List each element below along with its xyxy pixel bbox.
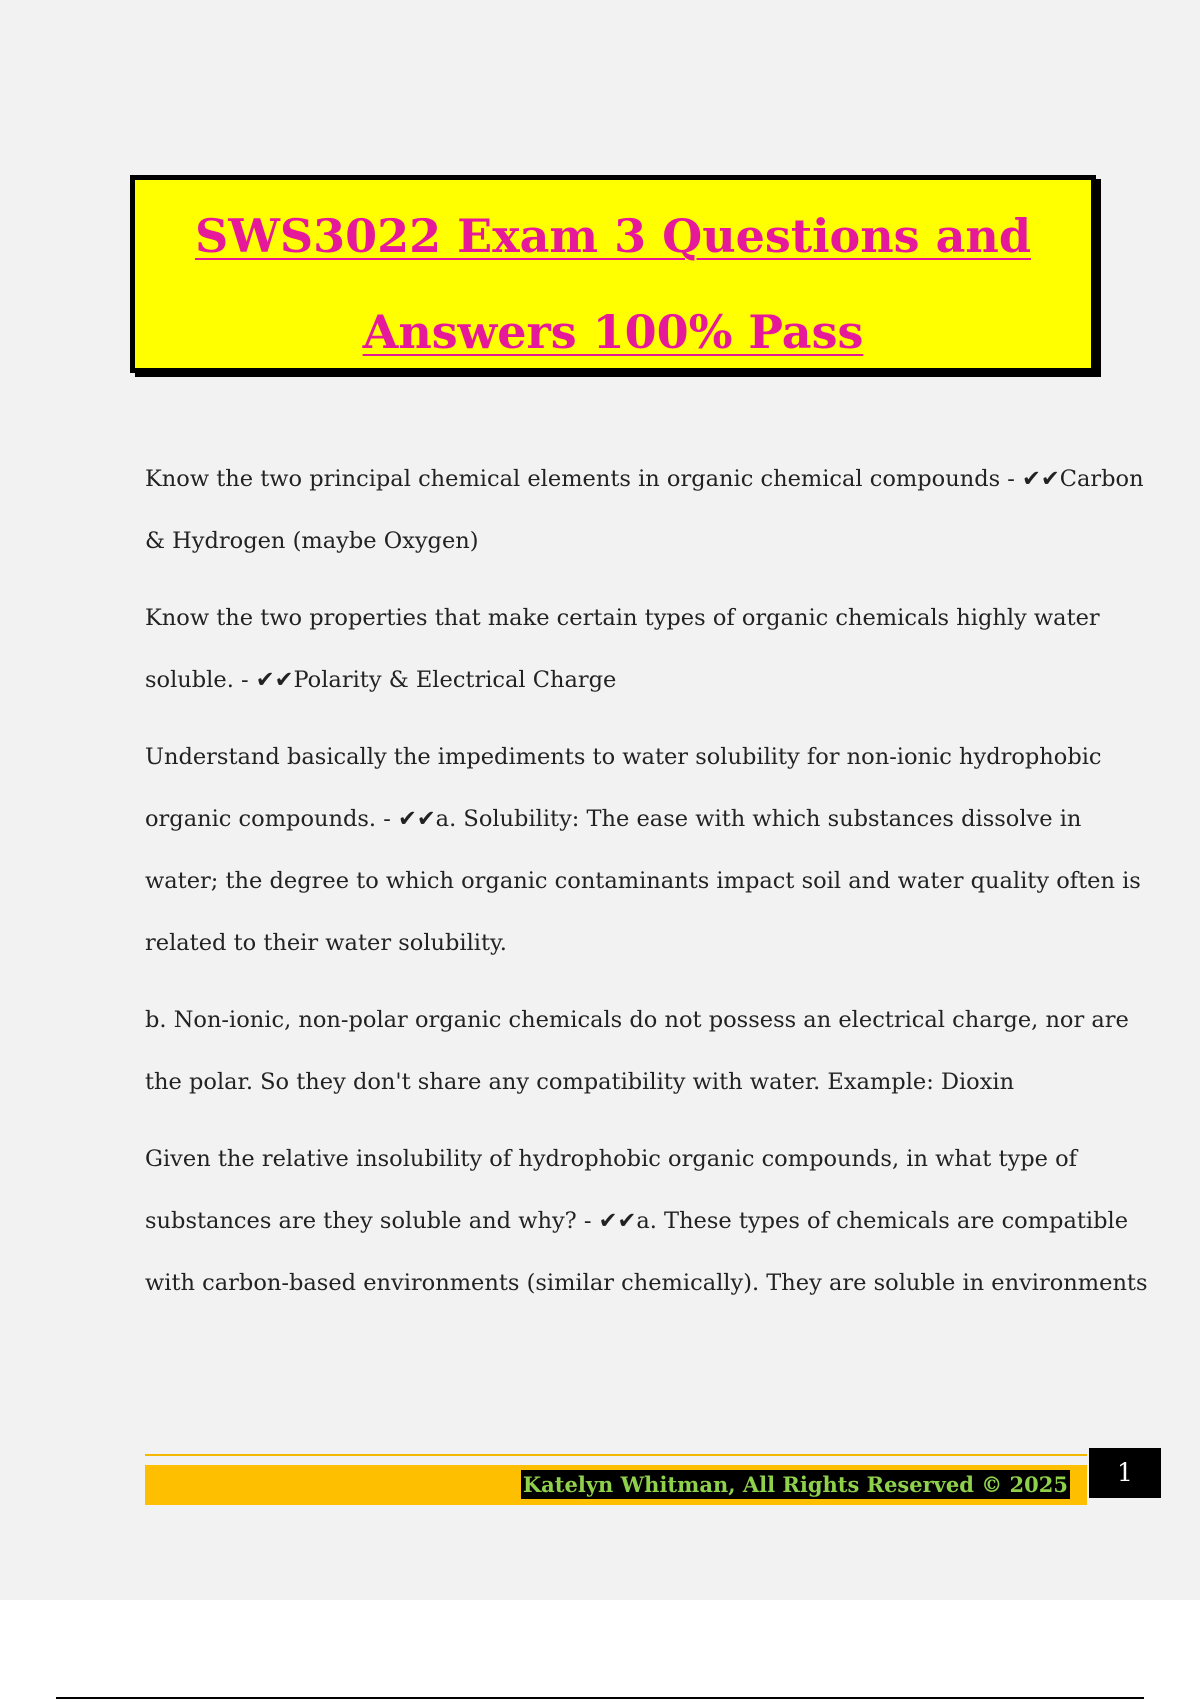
paragraph-non-ionic-chemicals (145, 989, 1129, 1113)
text-line: b. Non-ionic, non-polar organic chemicals do not possess an electrical charge, nor are (145, 1007, 1129, 1033)
text-line: Given the relative insolubility of hydrophobic organic compounds, in what type of (145, 1146, 1077, 1172)
document-body (145, 448, 1148, 1329)
paragraph-principal-elements (145, 448, 1144, 572)
text-line: with carbon-based environments (similar chemically). They are soluble in environments (145, 1270, 1148, 1296)
footer-bar (145, 1465, 1087, 1505)
paragraph-solubility-impediments (145, 726, 1141, 974)
text-line: the polar. So they don't share any compatibility with water. Example: Dioxin (145, 1069, 1015, 1095)
text-line: & Hydrogen (maybe Oxygen) (145, 528, 479, 554)
text-line: substances are they soluble and why? - ✔✔a. These types of chemicals are compatible (145, 1208, 1129, 1234)
text-line: water; the degree to which organic contaminants impact soil and water quality often is (145, 868, 1141, 894)
page-number: 1 (1089, 1448, 1161, 1498)
next-page-edge (56, 1697, 1144, 1699)
title-box (130, 175, 1096, 373)
paragraph-water-solubility-properties (145, 587, 1100, 711)
paragraph-hydrophobic-solubility (145, 1128, 1148, 1314)
text-line: Know the two principal chemical elements in organic chemical compounds - ✔✔Carbon (145, 466, 1144, 492)
text-line: organic compounds. - ✔✔a. Solubility: The ease with which substances dissolve in (145, 806, 1082, 832)
footer-rule (145, 1454, 1087, 1456)
title-line: Answers 100% Pass (362, 305, 864, 359)
text-line: related to their water solubility. (145, 930, 507, 956)
text-line: Understand basically the impediments to water solubility for non-ionic hydrophobic (145, 744, 1102, 770)
footer-copyright: Katelyn Whitman, All Rights Reserved © 2025 (522, 1472, 1068, 1497)
title-line: SWS3022 Exam 3 Questions and (195, 209, 1031, 263)
text-line: soluble. - ✔✔Polarity & Electrical Charge (145, 667, 617, 693)
text-line: Know the two properties that make certain types of organic chemicals highly water (145, 605, 1100, 631)
